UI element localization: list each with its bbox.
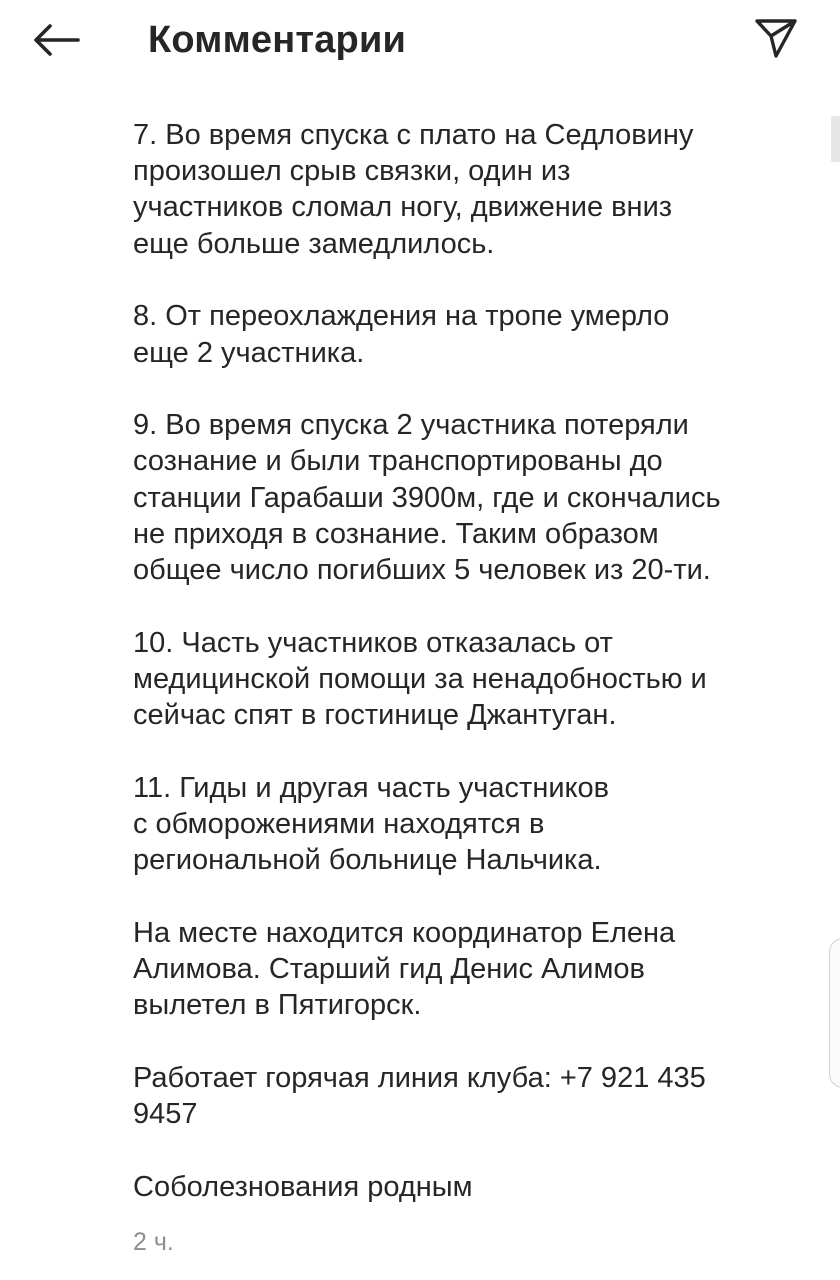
scroll-indicator [831, 116, 840, 162]
comment-paragraph: Соболезнования родным [133, 1170, 473, 1203]
comment-paragraph: На месте находится координатор Елена Алимова. Старший гид Денис Алимов вылетел в Пятигорск. [133, 916, 676, 1022]
back-button[interactable] [28, 14, 84, 66]
comment-timestamp: 2 ч. [133, 1228, 174, 1256]
scrollbar-handle[interactable] [829, 938, 840, 1088]
paper-plane-icon [753, 16, 799, 60]
page-title: Комментарии [148, 19, 407, 61]
arrow-left-icon [31, 23, 81, 57]
comment-paragraph: 9. Во время спуска 2 участника потеряли сознание и были транспортированы до станции Гарабаши 3900м, где и скончались не приходя в сознание. Таким образом общее число погибших 5 человек из 20-ти. [133, 409, 721, 587]
comment-paragraph: 8. От переохлаждения на тропе умерло еще 2 участника. [133, 300, 670, 369]
comment-paragraph: 10. Часть участников отказалась от медицинской помощи за ненадобностью и сейчас спят в гостинице Джантуган. [133, 626, 707, 732]
header-bar [0, 0, 840, 80]
comment-body [133, 117, 793, 1205]
comment-paragraph: Работает горячая линия клуба: +7 921 435 9457 [133, 1062, 706, 1131]
comment-paragraph: 7. Во время спуска с плато на Седловину произошел срыв связки, один из участников сломал ногу, движение вниз еще больше замедлилось. [133, 119, 694, 260]
comment-paragraph: 11. Гиды и другая часть участников с обморожениями находятся в региональной больнице Нальчика. [133, 771, 610, 877]
share-button[interactable] [748, 10, 804, 66]
